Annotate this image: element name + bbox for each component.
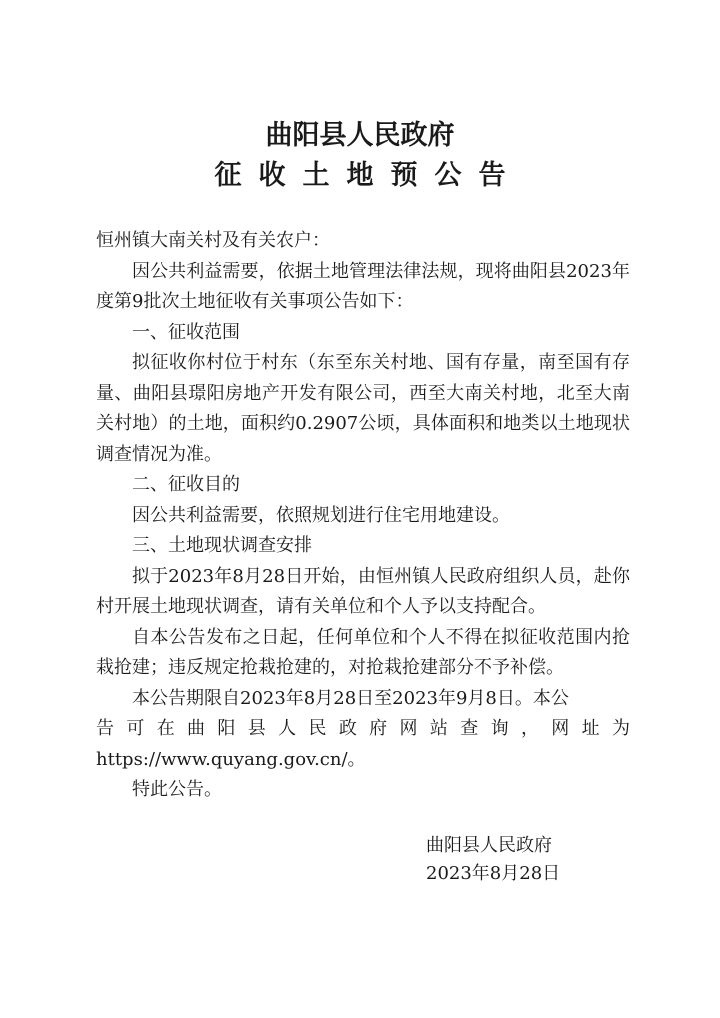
section1-heading: 一、征收范围 <box>132 321 240 343</box>
section3-paragraph: 拟于2023年8月28日开始，由恒州镇人民政府组织人员，赴你村开展土地现状调查，请有关单位和个人予以支持配合。 <box>96 565 630 617</box>
signature-block <box>426 832 646 888</box>
website-url: https://www.quyang.gov.cn/。 <box>96 748 366 770</box>
section1-paragraph: 拟征收你村位于村东（东至东关村地、国有存量，南至国有存量、曲阳县璟阳房地产开发有限公司，西至大南关村地，北至大南关村地）的土地，面积约0.2907公顷，具体面积和地类以土地现状调查情况为准。 <box>96 352 630 465</box>
section3-heading: 三、土地现状调查安排 <box>132 535 312 556</box>
intro-paragraph: 因公共利益需要，依据土地管理法律法规，现将曲阳县2023年度第9批次土地征收有关事项公告如下： <box>96 260 630 312</box>
notice-body <box>96 226 630 806</box>
signature-date: 2023年8月28日 <box>426 863 561 884</box>
prohibition-paragraph: 自本公告发布之日起，任何单位和个人不得在拟征收范围内抢栽抢建；违反规定抢栽抢建的，对抢栽抢建部分不予补偿。 <box>96 626 630 678</box>
closing-line: 特此公告。 <box>132 779 222 800</box>
section2-heading: 二、征收目的 <box>132 474 240 495</box>
issuer-title: 曲阳县人民政府 <box>265 120 455 151</box>
notice-title: 征收土地预公告 <box>214 160 523 191</box>
salutation: 恒州镇大南关村及有关农户： <box>96 230 330 251</box>
period-line-1: 本公告期限自2023年8月28日至2023年9月8日。本公 <box>132 687 569 709</box>
period-line-2: 告可在曲阳县人民政府网站查询，网址为 <box>96 718 630 739</box>
signature-issuer: 曲阳县人民政府 <box>426 835 552 856</box>
section2-paragraph: 因公共利益需要，依照规划进行住宅用地建设。 <box>132 504 510 526</box>
